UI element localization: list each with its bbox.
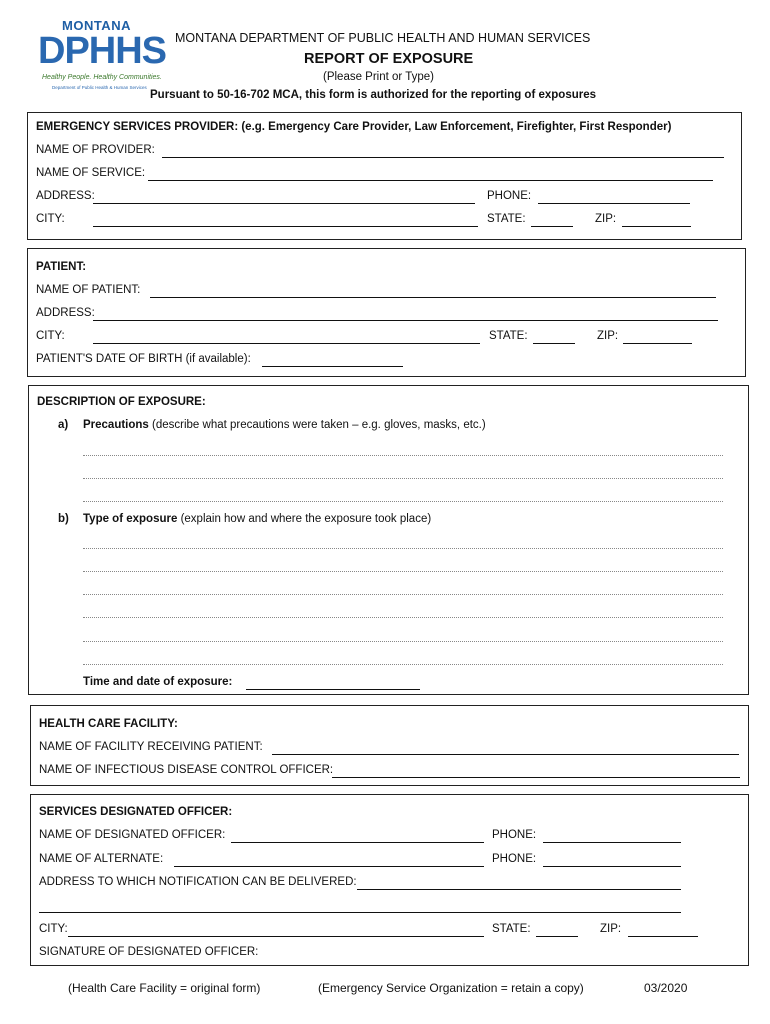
- footer-facility-note: (Health Care Facility = original form): [68, 981, 261, 995]
- exposure-heading: DESCRIPTION OF EXPOSURE:: [37, 396, 206, 408]
- patient-heading: PATIENT:: [36, 261, 87, 273]
- service-name-label: NAME OF SERVICE:: [36, 167, 146, 179]
- designated-officer-label: NAME OF DESIGNATED OFFICER:: [39, 829, 226, 841]
- notification-address-field[interactable]: [357, 889, 681, 890]
- designated-state-label: STATE:: [492, 923, 531, 935]
- service-name-field[interactable]: [148, 180, 713, 181]
- precautions-line[interactable]: [83, 455, 723, 456]
- footer-organization-note: (Emergency Service Organization = retain a copy): [318, 981, 584, 995]
- alternate-field[interactable]: [174, 866, 484, 867]
- precautions-line[interactable]: [83, 501, 723, 502]
- provider-zip-field[interactable]: [622, 226, 691, 227]
- exposure-type-line[interactable]: [83, 594, 723, 595]
- patient-address-field[interactable]: [93, 320, 718, 321]
- designated-phone-label: PHONE:: [492, 829, 537, 841]
- logo-subtagline: Department of Public Health & Human Services: [52, 85, 147, 90]
- provider-state-label: STATE:: [487, 213, 526, 225]
- facility-heading: HEALTH CARE FACILITY:: [39, 718, 178, 730]
- provider-city-label: CITY:: [36, 213, 65, 225]
- designated-zip-label: ZIP:: [600, 923, 622, 935]
- designated-state-field[interactable]: [536, 936, 578, 937]
- exposure-type-line[interactable]: [83, 664, 723, 665]
- logo-montana-text: MONTANA: [62, 18, 131, 33]
- page-title: REPORT OF EXPOSURE: [304, 51, 474, 67]
- provider-phone-field[interactable]: [538, 203, 690, 204]
- provider-heading: EMERGENCY SERVICES PROVIDER: (e.g. Emergency Care Provider, Law Enforcement, Firefighter, First Responder): [36, 121, 672, 133]
- patient-zip-field[interactable]: [623, 343, 692, 344]
- precautions-line[interactable]: [83, 478, 723, 479]
- precautions-label: [83, 419, 486, 431]
- provider-name-label: NAME OF PROVIDER:: [36, 144, 155, 156]
- precautions-description: (describe what precautions were taken – e.g. gloves, masks, etc.): [148, 419, 486, 431]
- patient-address-label: ADDRESS:: [36, 307, 95, 319]
- exposure-section: [28, 385, 749, 695]
- provider-name-field[interactable]: [162, 157, 724, 158]
- precautions-marker: a): [58, 419, 69, 431]
- designated-zip-field[interactable]: [628, 936, 698, 937]
- exposure-type-line[interactable]: [83, 641, 723, 642]
- provider-city-field[interactable]: [93, 226, 478, 227]
- patient-state-label: STATE:: [489, 330, 528, 342]
- exposure-type-description: (explain how and where the exposure took place): [177, 513, 432, 525]
- exposure-type-line[interactable]: [83, 571, 723, 572]
- control-officer-label: NAME OF INFECTIOUS DISEASE CONTROL OFFICER:: [39, 764, 334, 776]
- designated-officer-field[interactable]: [231, 842, 484, 843]
- notification-address-field-2[interactable]: [39, 912, 681, 913]
- patient-dob-label: PATIENT'S DATE OF BIRTH (if available):: [36, 353, 251, 365]
- exposure-type-line[interactable]: [83, 617, 723, 618]
- footer-revision-date: 03/2020: [644, 981, 688, 995]
- control-officer-field[interactable]: [332, 777, 740, 778]
- alternate-phone-label: PHONE:: [492, 853, 537, 865]
- alternate-label: NAME OF ALTERNATE:: [39, 853, 164, 865]
- notification-address-label: ADDRESS TO WHICH NOTIFICATION CAN BE DELIVERED:: [39, 876, 357, 888]
- patient-state-field[interactable]: [533, 343, 575, 344]
- provider-phone-label: PHONE:: [487, 190, 532, 202]
- signature-label: SIGNATURE OF DESIGNATED OFFICER:: [39, 946, 259, 958]
- patient-city-label: CITY:: [36, 330, 65, 342]
- designated-heading: SERVICES DESIGNATED OFFICER:: [39, 806, 233, 818]
- patient-dob-field[interactable]: [262, 366, 403, 367]
- patient-city-field[interactable]: [93, 343, 480, 344]
- logo-tagline: Healthy People. Healthy Communities.: [42, 74, 162, 81]
- alternate-phone-field[interactable]: [543, 866, 681, 867]
- provider-state-field[interactable]: [531, 226, 573, 227]
- exposure-type-line[interactable]: [83, 548, 723, 549]
- patient-name-label: NAME OF PATIENT:: [36, 284, 141, 296]
- exposure-type-label: [83, 513, 431, 525]
- designated-city-field[interactable]: [68, 936, 484, 937]
- designated-phone-field[interactable]: [543, 842, 681, 843]
- receiving-facility-label: NAME OF FACILITY RECEIVING PATIENT:: [39, 741, 263, 753]
- provider-address-label: ADDRESS:: [36, 190, 95, 202]
- patient-name-field[interactable]: [150, 297, 716, 298]
- precautions-title: Precautions: [83, 419, 149, 431]
- provider-zip-label: ZIP:: [595, 213, 617, 225]
- designated-city-label: CITY:: [39, 923, 68, 935]
- print-instruction: (Please Print or Type): [323, 71, 435, 83]
- department-name: MONTANA DEPARTMENT OF PUBLIC HEALTH AND HUMAN SERVICES: [175, 31, 591, 45]
- exposure-time-field[interactable]: [246, 689, 420, 690]
- patient-zip-label: ZIP:: [597, 330, 619, 342]
- exposure-time-label: Time and date of exposure:: [83, 676, 233, 688]
- provider-address-field[interactable]: [93, 203, 475, 204]
- exposure-type-title: Type of exposure: [83, 513, 178, 525]
- receiving-facility-field[interactable]: [272, 754, 739, 755]
- exposure-type-marker: b): [58, 513, 69, 525]
- logo-dphhs-text: DPHHS: [38, 30, 167, 72]
- authority-statement: Pursuant to 50-16-702 MCA, this form is authorized for the reporting of exposures: [150, 89, 597, 101]
